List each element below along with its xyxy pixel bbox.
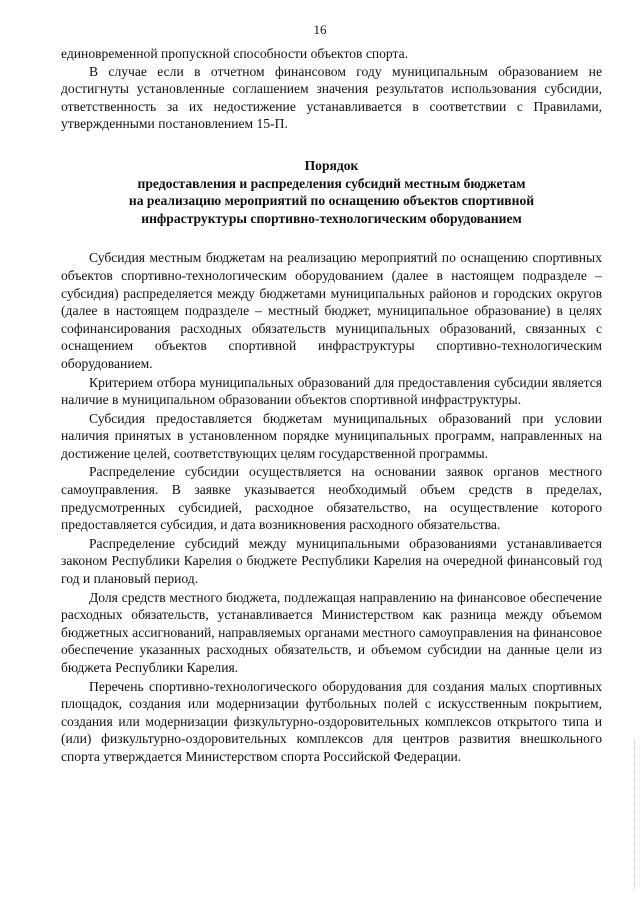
scan-edge-mark [633, 740, 635, 890]
section-body [61, 249, 602, 765]
intro-paragraph: В случае если в отчетном финансовом году муниципальным образованием не достигнуты установленные соглашением значения результатов использования субсидии, ответственность за их недостижение устанавливается в соответствии с Правилами, утвержденными постановлением 15-П. [61, 63, 602, 132]
body-paragraph: Критерием отбора муниципальных образований для предоставления субсидии является наличие в муниципальном образовании объектов спортивной инфраструктуры. [61, 374, 602, 408]
body-paragraph: Субсидия местным бюджетам на реализацию мероприятий по оснащению спортивных объектов спортивно-технологическим оборудованием (далее в настоящем подразделе – субсидия) распределяется между бюджетами муниципальных районов и городских округов (далее в настоящем подразделе – местный бюджет, муниципальное образование) в целях софинансирования расходных обязательств муниципальных образований, связанных с оснащением объектов спортивной инфраструктуры спортивно-технологическим оборудованием. [61, 250, 602, 371]
body-paragraph: Распределение субсидий между муниципальными образованиями устанавливается законом Республики Карелия о бюджете Республики Карелия на очередной финансовый год год и плановый период. [61, 535, 602, 587]
heading-subtitle-line: на реализацию мероприятий по оснащению объектов спортивной [128, 193, 535, 209]
body-paragraph: Доля средств местного бюджета, подлежащая направлению на финансовое обеспечение расходных обязательств, устанавливается Министерством как разница между объемом бюджетных ассигнований, направляемых органами местного самоуправления на финансовое обеспечение указанных расходных обязательств, и объемом субсидии на данные цели из бюджета Республики Карелия. [61, 589, 602, 675]
body-paragraph: Субсидия предоставляется бюджетам муниципальных образований при условии наличия принятых в установленном порядке муниципальных программ, направленных на достижение целей, соответствующих целям государственной программы. [61, 410, 602, 461]
continuation-text: единовременной пропускной способности объектов спорта. [61, 46, 409, 61]
heading-subtitle-line: инфраструктуры спортивно-технологическим оборудованием [141, 210, 522, 226]
body-paragraph: Перечень спортивно-технологического оборудования для создания малых спортивных площадок, создания или модернизации футбольных полей с искусственным покрытием, создания или модернизации физкультурно-оздоровительных комплексов открытого типа и (или) физкультурно-оздоровительных комплексов для центров развития внешкольного спорта утверждается Министерством спорта Российской Федерации. [61, 678, 602, 764]
section-heading [61, 157, 602, 227]
page-number: 16 [313, 22, 327, 37]
heading-title: Порядок [304, 157, 359, 173]
document-body [61, 45, 602, 767]
body-paragraph: Распределение субсидии осуществляется на основании заявок органов местного самоуправления. В заявке указывается необходимый объем средств в пределах, предусмотренных субсидией, расходное обязательство, на осуществление которого предоставляется субсидия, и дата возникновения расходного обязательства. [61, 464, 602, 533]
heading-subtitle-line: предоставления и распределения субсидий местным бюджетам [137, 175, 526, 191]
